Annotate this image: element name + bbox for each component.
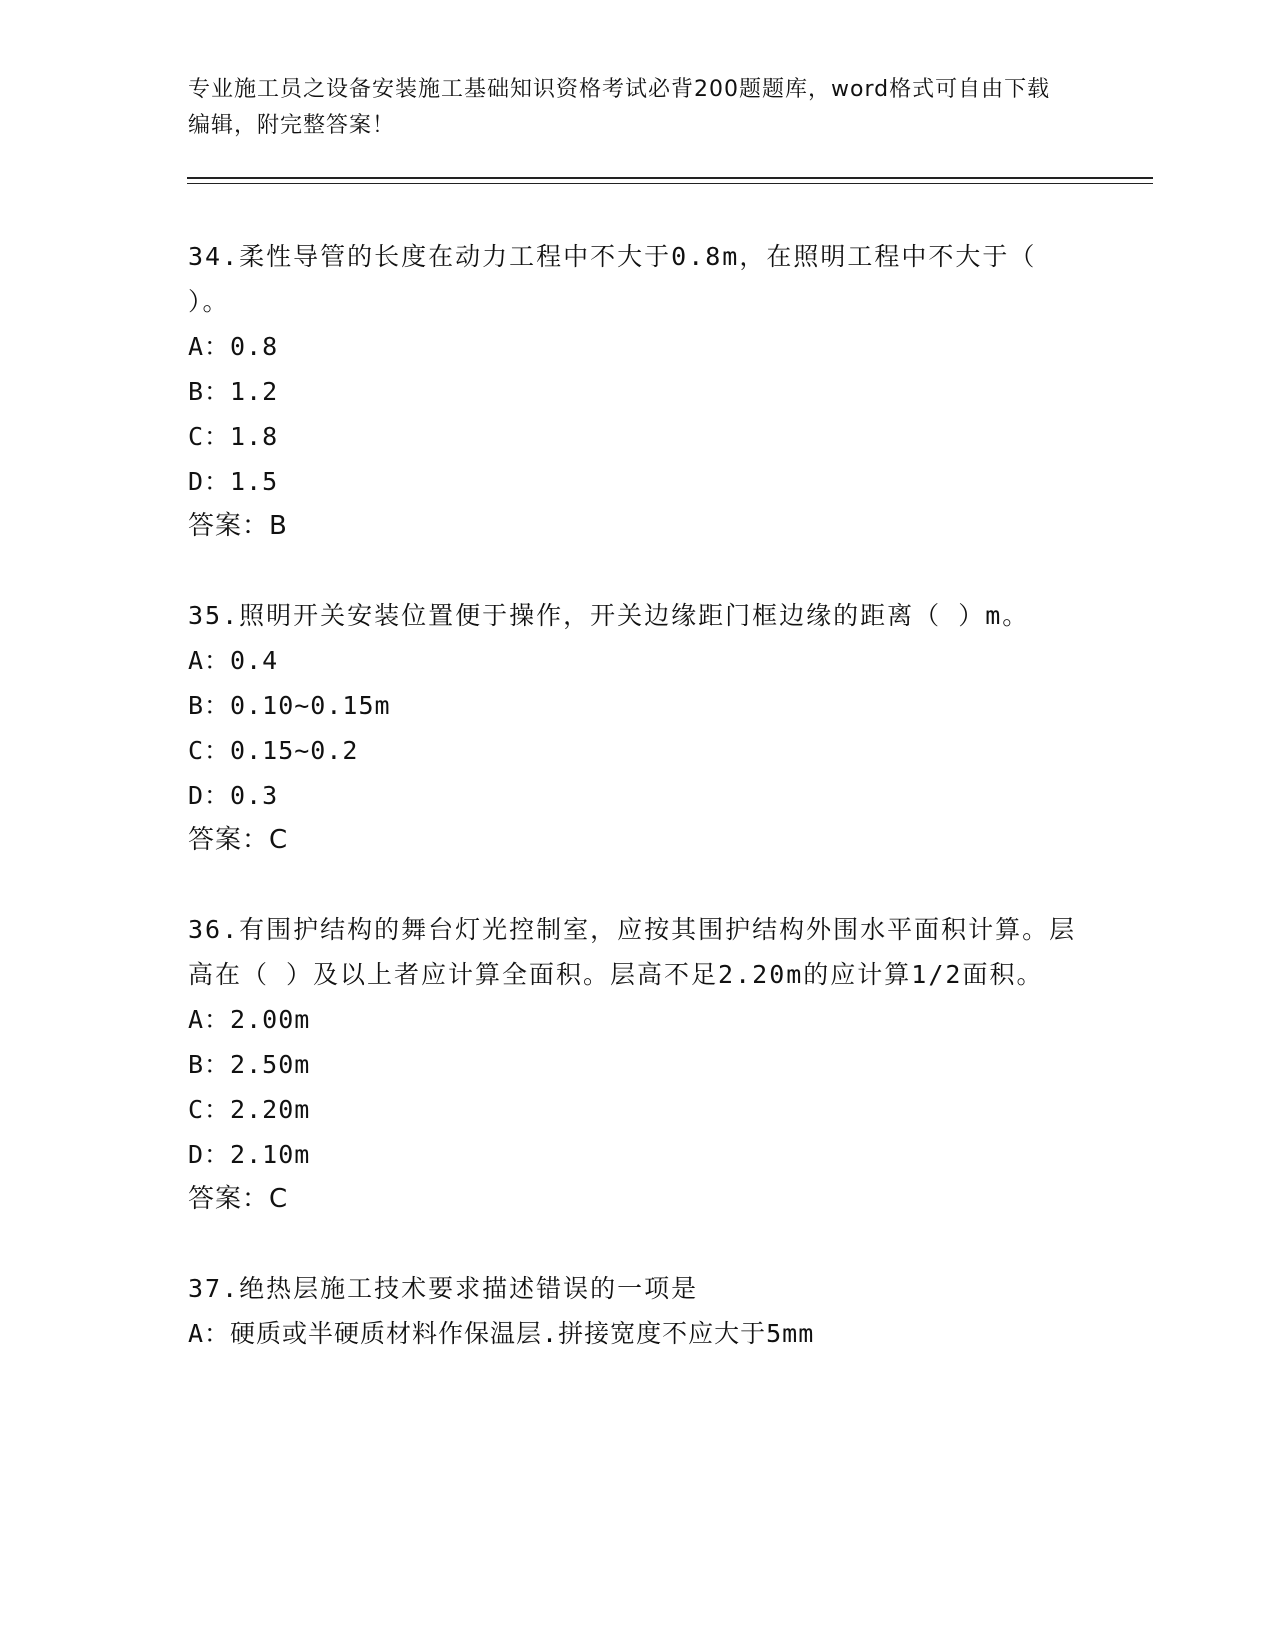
option-a: A：0.4 (188, 646, 279, 675)
option-b: B：2.50m (188, 1050, 311, 1079)
question-text: 34.柔性导管的长度在动力工程中不大于0.8m，在照明工程中不大于（ ）。 (188, 242, 1054, 316)
question-35 (188, 593, 1088, 863)
option-d: D：0.3 (188, 781, 279, 810)
answer: 答案：C (188, 825, 289, 855)
document-header: 专业施工员之设备安装施工基础知识资格考试必背200题题库，word格式可自由下载编辑，附完整答案！ (188, 77, 1051, 138)
question-37 (188, 1266, 1088, 1356)
option-b: B：1.2 (188, 377, 279, 406)
option-c: C：0.15~0.2 (188, 736, 359, 765)
option-c: C：2.20m (188, 1095, 311, 1124)
question-list (188, 234, 1088, 1400)
option-a: A：硬质或半硬质材料作保温层.拼接宽度不应大于5mm (188, 1319, 815, 1348)
question-text: 37.绝热层施工技术要求描述错误的一项是 (188, 1274, 699, 1303)
question-text: 35.照明开关安装位置便于操作，开关边缘距门框边缘的距离（ ）m。 (188, 601, 1030, 630)
answer: 答案：B (188, 511, 288, 541)
option-a: A：2.00m (188, 1005, 311, 1034)
question-text: 36.有围护结构的舞台灯光控制室，应按其围护结构外围水平面积计算。层高在（ ）及以上者应计算全面积。层高不足2.20m的应计算1/2面积。 (188, 915, 1077, 989)
question-36 (188, 907, 1088, 1222)
option-c: C：1.8 (188, 422, 279, 451)
option-d: D：1.5 (188, 467, 279, 496)
option-d: D：2.10m (188, 1140, 311, 1169)
question-34 (188, 234, 1088, 549)
header-divider (187, 177, 1153, 184)
option-a: A：0.8 (188, 332, 279, 361)
answer: 答案：C (188, 1184, 289, 1214)
option-b: B：0.10~0.15m (188, 691, 391, 720)
